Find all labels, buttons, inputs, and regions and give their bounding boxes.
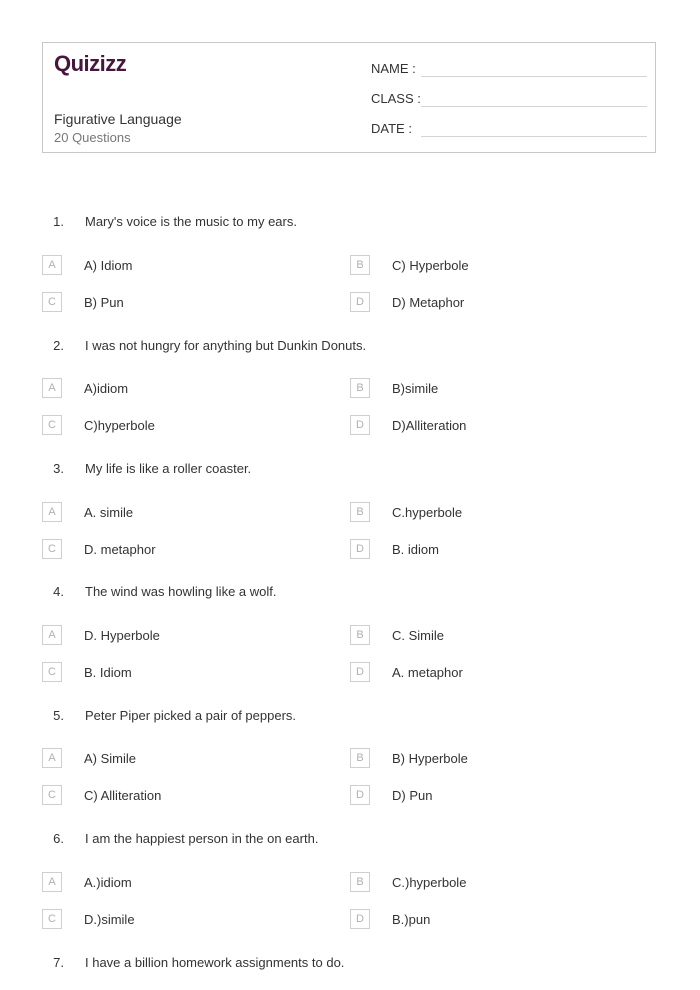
option-a[interactable] <box>42 872 342 894</box>
option-d[interactable] <box>350 909 650 931</box>
option-text: D.)simile <box>84 912 135 927</box>
question-number: 5. <box>53 708 64 723</box>
question-number: 4. <box>53 584 64 599</box>
option-letter-box: B <box>350 502 370 522</box>
option-text: A)idiom <box>84 381 129 396</box>
option-text: C. Simile <box>392 628 445 643</box>
option-text: B) Hyperbole <box>392 751 468 766</box>
option-text: B. idiom <box>392 542 439 557</box>
class-field[interactable] <box>371 89 647 109</box>
option-text: D) Metaphor <box>392 295 465 310</box>
option-letter-box: C <box>42 662 62 682</box>
option-letter-box: C <box>42 292 62 312</box>
option-letter-box: A <box>42 625 62 645</box>
option-letter-box: C <box>42 785 62 805</box>
option-c[interactable] <box>42 909 342 931</box>
question-text: I have a billion homework assignments to do. <box>85 955 345 970</box>
option-letter-box: B <box>350 872 370 892</box>
question-4 <box>42 582 662 602</box>
question-3 <box>42 459 662 479</box>
option-letter-box: A <box>42 378 62 398</box>
option-d[interactable] <box>350 415 650 437</box>
option-letter-box: D <box>350 909 370 929</box>
option-letter-box: C <box>42 909 62 929</box>
name-line <box>421 76 647 77</box>
option-text: A) Idiom <box>84 258 133 273</box>
option-text: B)simile <box>392 381 439 396</box>
quizizz-logo: Quizizz <box>54 51 127 76</box>
worksheet-header <box>42 42 656 153</box>
question-number: 7. <box>53 955 64 970</box>
question-7 <box>42 953 662 973</box>
option-text: C) Alliteration <box>84 788 162 803</box>
option-c[interactable] <box>42 292 342 314</box>
option-b[interactable] <box>350 748 650 770</box>
date-field[interactable] <box>371 119 647 139</box>
option-letter-box: C <box>42 539 62 559</box>
option-text: D. metaphor <box>84 542 156 557</box>
question-1 <box>42 212 662 232</box>
option-letter-box: A <box>42 748 62 768</box>
question-6 <box>42 829 662 849</box>
option-c[interactable] <box>42 785 342 807</box>
option-c[interactable] <box>42 415 342 437</box>
question-text: The wind was howling like a wolf. <box>85 584 277 599</box>
option-text: A. metaphor <box>392 665 463 680</box>
option-b[interactable] <box>350 378 650 400</box>
option-text: D) Pun <box>392 788 433 803</box>
option-letter-box: C <box>42 415 62 435</box>
option-letter-box: A <box>42 502 62 522</box>
option-letter-box: D <box>350 662 370 682</box>
question-text: Peter Piper picked a pair of peppers. <box>85 708 297 723</box>
date-label: DATE : <box>371 121 412 136</box>
option-letter-box: D <box>350 785 370 805</box>
question-number: 3. <box>53 461 64 476</box>
question-number: 6. <box>53 831 64 846</box>
option-text: B) Pun <box>84 295 124 310</box>
option-c[interactable] <box>42 539 342 561</box>
option-letter-box: D <box>350 292 370 312</box>
option-a[interactable] <box>42 625 342 647</box>
worksheet-title: Figurative Language <box>54 111 182 127</box>
option-d[interactable] <box>350 539 650 561</box>
option-text: A. simile <box>84 505 134 520</box>
class-label: CLASS : <box>371 91 421 106</box>
date-line <box>421 136 647 137</box>
option-text: C.hyperbole <box>392 505 463 520</box>
option-letter-box: D <box>350 539 370 559</box>
option-letter-box: A <box>42 872 62 892</box>
option-c[interactable] <box>42 662 342 684</box>
question-count: 20 Questions <box>54 130 131 145</box>
option-text: C) Hyperbole <box>392 258 469 273</box>
question-text: I was not hungry for anything but Dunkin Donuts. <box>85 338 367 353</box>
option-text: D)Alliteration <box>392 418 467 433</box>
option-a[interactable] <box>42 748 342 770</box>
option-d[interactable] <box>350 662 650 684</box>
option-a[interactable] <box>42 378 342 400</box>
question-text: Mary's voice is the music to my ears. <box>85 214 297 229</box>
option-b[interactable] <box>350 255 650 277</box>
option-b[interactable] <box>350 502 650 524</box>
question-2 <box>42 336 662 356</box>
option-b[interactable] <box>350 625 650 647</box>
option-d[interactable] <box>350 785 650 807</box>
option-text: C)hyperbole <box>84 418 155 433</box>
option-letter-box: B <box>350 378 370 398</box>
option-letter-box: B <box>350 748 370 768</box>
option-letter-box: D <box>350 415 370 435</box>
option-d[interactable] <box>350 292 650 314</box>
option-text: A.)idiom <box>84 875 132 890</box>
option-letter-box: B <box>350 255 370 275</box>
option-a[interactable] <box>42 502 342 524</box>
name-label: NAME : <box>371 61 416 76</box>
name-field[interactable] <box>371 59 647 79</box>
option-text: B. Idiom <box>84 665 132 680</box>
option-text: C.)hyperbole <box>392 875 467 890</box>
question-text: My life is like a roller coaster. <box>85 461 252 476</box>
question-number: 1. <box>53 214 64 229</box>
option-text: A) Simile <box>84 751 137 766</box>
option-letter-box: A <box>42 255 62 275</box>
option-letter-box: B <box>350 625 370 645</box>
option-text: B.)pun <box>392 912 431 927</box>
option-b[interactable] <box>350 872 650 894</box>
question-number: 2. <box>53 338 64 353</box>
question-5 <box>42 706 662 726</box>
question-text: I am the happiest person in the on earth. <box>85 831 319 846</box>
option-a[interactable] <box>42 255 342 277</box>
class-line <box>421 106 647 107</box>
option-text: D. Hyperbole <box>84 628 160 643</box>
